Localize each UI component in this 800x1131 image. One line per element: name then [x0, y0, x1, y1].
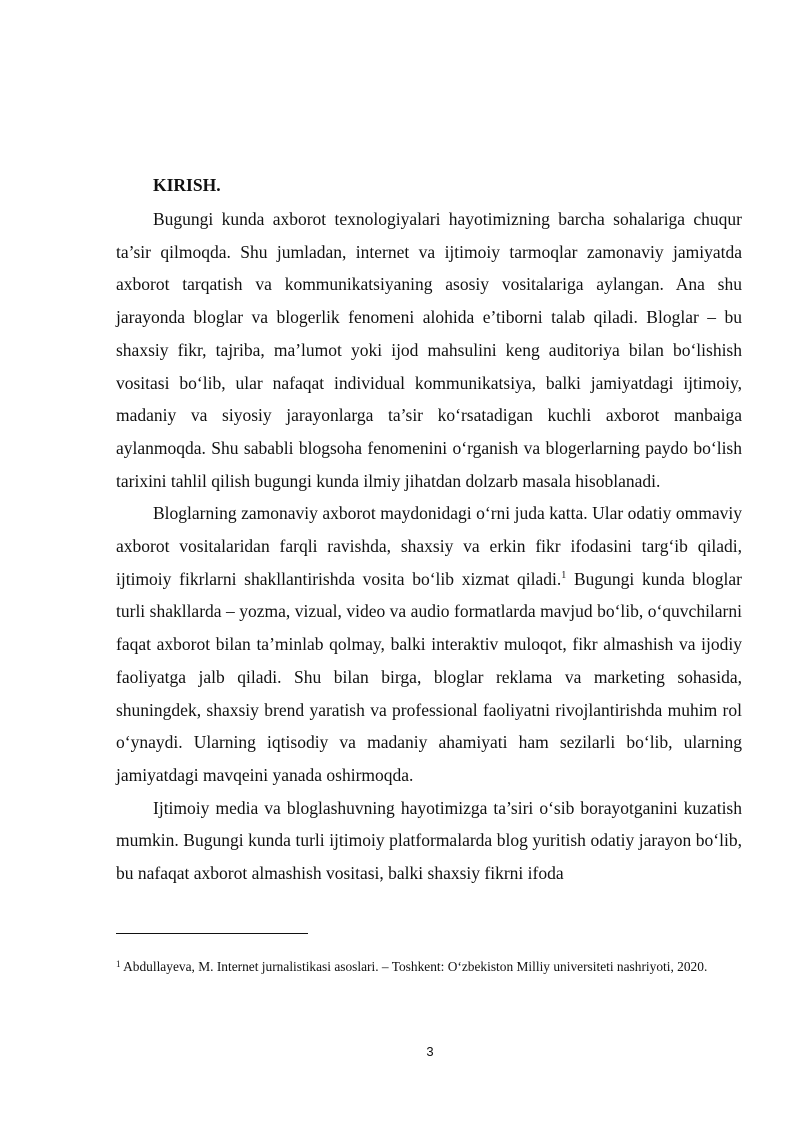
footnote-number: 1: [116, 959, 121, 969]
footnote-text: Abdullayeva, M. Internet jurnalistikasi asoslari. – Toshkent: O‘zbekiston Milliy universiteti nashriyoti, 2020.: [120, 959, 708, 974]
paragraph-2-part-a: Bloglarning zamonaviy axborot maydonidagi o‘rni juda katta. Ular odatiy ommaviy axborot vositalaridan farqli ravishda, shaxsiy va erkin fikr ifodasini targ‘ib qiladi, ijtimoiy fikrlarni shakllantirishda vosita bo‘lib xizmat qiladi.: [116, 503, 742, 589]
paragraph-2: [116, 497, 742, 791]
footnote-separator: [116, 933, 308, 934]
paragraph-2-part-b: Bugungi kunda bloglar turli shakllarda – yozma, vizual, video va audio formatlarda mavjud bo‘lib, o‘quvchilarni faqat axborot bilan ta’minlab qolmay, balki interaktiv muloqot, fikr almashish va ijodiy faoliyatga jalb qiladi. Shu bilan birga, bloglar reklama va marketing sohasida, shuningdek, shaxsiy brend yaratish va professional faoliyatni rivojlantirishda muhim rol o‘ynaydi. Ularning iqtisodiy va madaniy ahamiyati ham sezilarli bo‘lib, ularning jamiyatdagi mavqeini yanada oshirmoqda.: [116, 568, 743, 785]
main-content: [116, 168, 742, 890]
footnote: [116, 952, 742, 981]
paragraph-3: Ijtimoiy media va bloglashuvning hayotimizga ta’siri o‘sib borayotganini kuzatish mumkin. Bugungi kunda turli ijtimoiy platformalarda blog yuritish odatiy jarayon bo‘lib, bu nafaqat axborot almashish vositasi, balki shaxsiy fikrni ifoda: [116, 797, 742, 884]
paragraph-1: Bugungi kunda axborot texnologiyalari hayotimizning barcha sohalariga chuqur ta’sir qilmoqda. Shu jumladan, internet va ijtimoiy tarmoqlar zamonaviy jamiyatda axborot tarqatish va kommunikatsiyaning asosiy vositalariga aylangan. Ana shu jarayonda bloglar va blogerlik fenomeni alohida e’tiborni talab qiladi. Bloglar – bu shaxsiy fikr, tajriba, ma’lumot yoki ijod mahsulini keng auditoriya bilan bo‘lishish vositasi bo‘lib, ular nafaqat individual kommunikatsiya, balki jamiyatdagi ijtimoiy, madaniy va siyosiy jarayonlarga ta’sir ko‘rsatadigan kuchli axborot manbaiga aylanmoqda. Shu sababli blogsoha fenomenini o‘rganish va blogerlarning paydo bo‘lish tarixini tahlil qilish bugungi kunda ilmiy jihatdan dolzarb masala hisoblanadi.: [116, 209, 742, 491]
page-number: 3: [426, 1044, 434, 1059]
footnote-reference[interactable]: 1: [561, 569, 567, 581]
section-heading: KIRISH.: [153, 175, 221, 195]
